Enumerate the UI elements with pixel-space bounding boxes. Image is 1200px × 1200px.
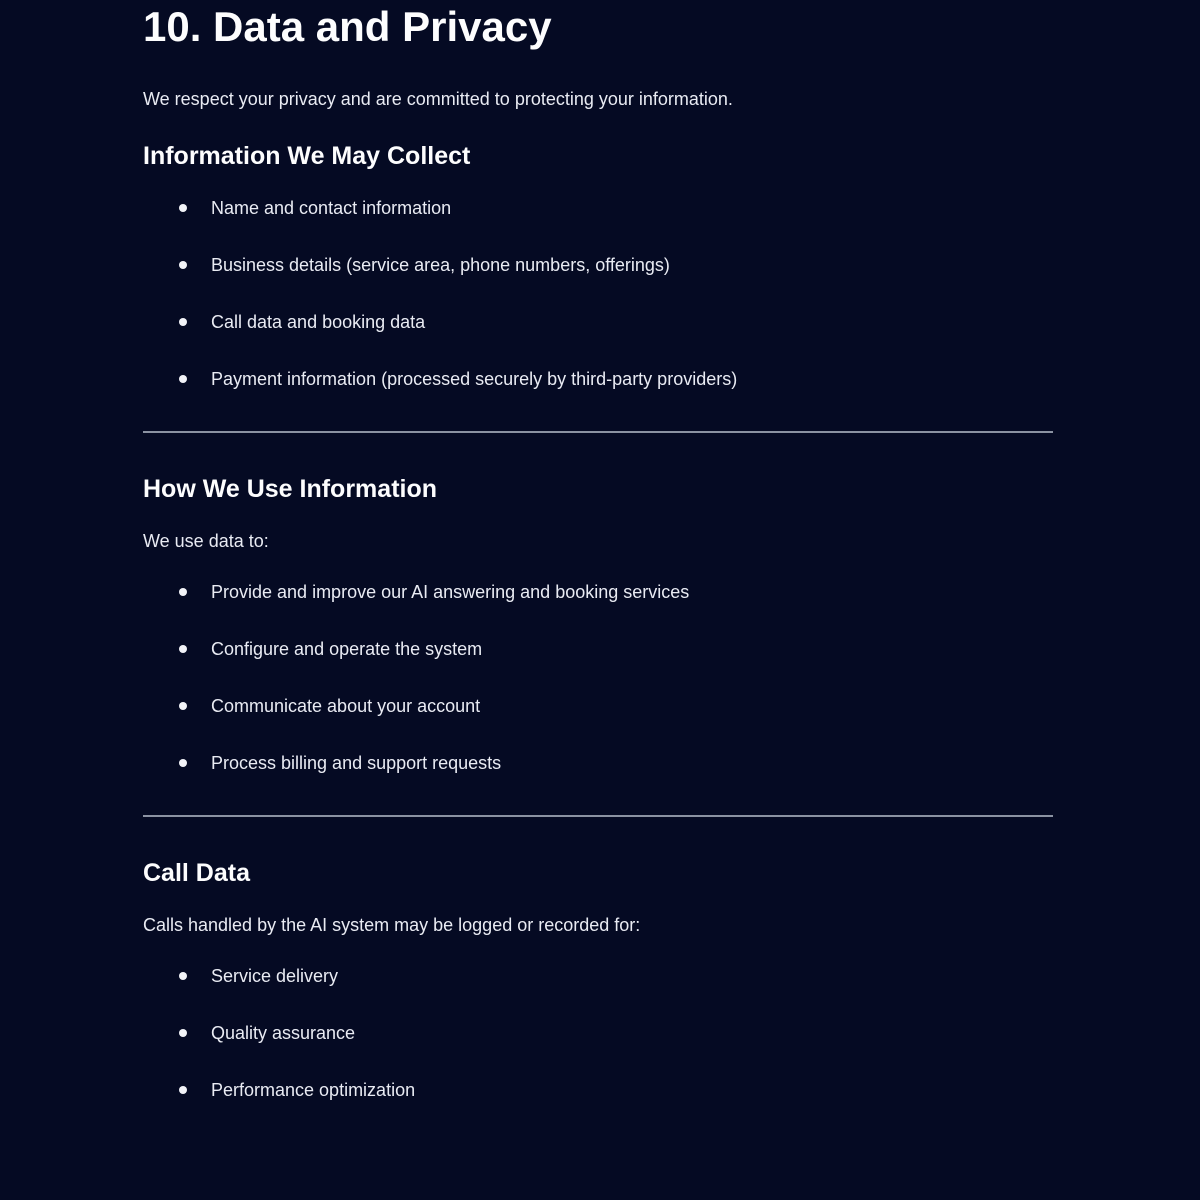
section-heading: How We Use Information	[143, 474, 438, 503]
list-item: Business details (service area, phone numbers, offerings)	[143, 254, 1053, 277]
page-title: 10. Data and Privacy	[143, 3, 552, 50]
list-item: Service delivery	[143, 965, 1053, 988]
bullet-list	[143, 581, 1053, 775]
list-item: Configure and operate the system	[143, 638, 1053, 661]
list-item: Payment information (processed securely by third-party providers)	[143, 368, 1053, 391]
section-how-we-use-information	[143, 475, 1053, 775]
section-heading: Information We May Collect	[143, 141, 471, 170]
list-item: Process billing and support requests	[143, 752, 1053, 775]
bullet-list	[143, 197, 1053, 391]
section-divider	[143, 431, 1053, 433]
list-item: Call data and booking data	[143, 311, 1053, 334]
section-lead: Calls handled by the AI system may be logged or recorded for:	[143, 914, 641, 935]
section-lead: We use data to:	[143, 530, 269, 551]
section-divider	[143, 815, 1053, 817]
list-item: Performance optimization	[143, 1079, 1053, 1102]
list-item: Name and contact information	[143, 197, 1053, 220]
intro-paragraph: We respect your privacy and are committed to protecting your information.	[143, 88, 733, 109]
section-call-data	[143, 859, 1053, 1102]
list-item: Communicate about your account	[143, 695, 1053, 718]
bullet-list	[143, 965, 1053, 1102]
section-information-we-may-collect	[143, 142, 1053, 391]
section-heading: Call Data	[143, 858, 250, 887]
list-item: Provide and improve our AI answering and booking services	[143, 581, 1053, 604]
list-item: Quality assurance	[143, 1022, 1053, 1045]
